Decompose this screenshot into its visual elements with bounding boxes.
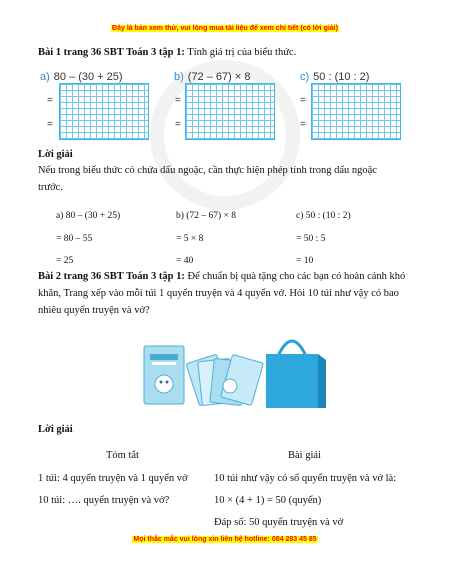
equals-sign: = [47,119,53,130]
summary-line: 10 túi: …. quyển truyện và vở? [38,495,170,506]
answer-grid-b [185,83,275,140]
bai1-heading: Bài 1 trang 36 SBT Toán 3 tập 1: Tính giá trị của biểu thức. [38,47,297,58]
solution-b-line: = 40 [176,256,194,266]
notebooks-icon [186,354,263,406]
summary-line: 1 túi: 4 quyển truyện và 1 quyển vở [38,473,188,484]
exercise-c: c) 50 : (10 : 2) [300,71,370,83]
answer-grid-a [59,83,149,140]
solution-intro: Nếu trong biểu thức có chứa dấu ngoặc, cần thực hiện phép tính trong dấu ngoặc trước. [38,165,377,193]
preview-banner: Đây là bản xem thử, vui lòng mua tài liệu để xem chi tiết (có lời giải) [112,25,338,32]
loi-giai-heading-2: Lời giải [38,424,73,435]
bai2-problem: Bài 2 trang 36 SBT Toán 3 tập 1: Để chuẩn bị quà tặng cho các bạn có hoàn cảnh khó khăn, Trang xếp vào mỗi túi 1 quyển truyện và 4 quyển vở. Hỏi 10 túi như vậy có bao nhiêu quyển truyện và vở? [38,271,406,316]
solution-c-line: c) 50 : (10 : 2) [296,211,351,221]
exercise-a: a) 80 – (30 + 25) [40,71,123,83]
hotline-footer: Mọi thắc mắc vui lòng xin liên hệ hotline: 084 283 45 85 [133,536,317,543]
solution-line: 10 túi như vậy có số quyển truyện và vở là: [214,473,397,484]
gift-illustration [140,328,340,413]
answer-line: Đáp số: 50 quyển truyện và vở [214,517,344,528]
equals-sign: = [300,119,306,130]
equals-sign: = [175,95,181,106]
solution-b-line: b) (72 – 67) × 8 [176,211,236,221]
answer-grid-c [311,83,401,140]
loi-giai-heading-1: Lời giải [38,149,73,160]
solution-a-line: = 25 [56,256,74,266]
tom-tat-label: Tóm tắt [106,450,139,461]
solution-line: 10 × (4 + 1) = 50 (quyển) [214,495,322,506]
exercise-b: b) (72 – 67) × 8 [174,71,251,83]
equals-sign: = [175,119,181,130]
solution-b-line: = 5 × 8 [176,234,204,244]
solution-a-line: a) 80 – (30 + 25) [56,211,121,221]
solution-a-line: = 80 – 55 [56,234,93,244]
solution-c-line: = 50 : 5 [296,234,326,244]
storybook-icon [144,346,184,404]
bai-giai-label: Bài giải [288,450,321,461]
equals-sign: = [47,95,53,106]
solution-c-line: = 10 [296,256,314,266]
equals-sign: = [300,95,306,106]
shopping-bag-icon [266,341,326,408]
